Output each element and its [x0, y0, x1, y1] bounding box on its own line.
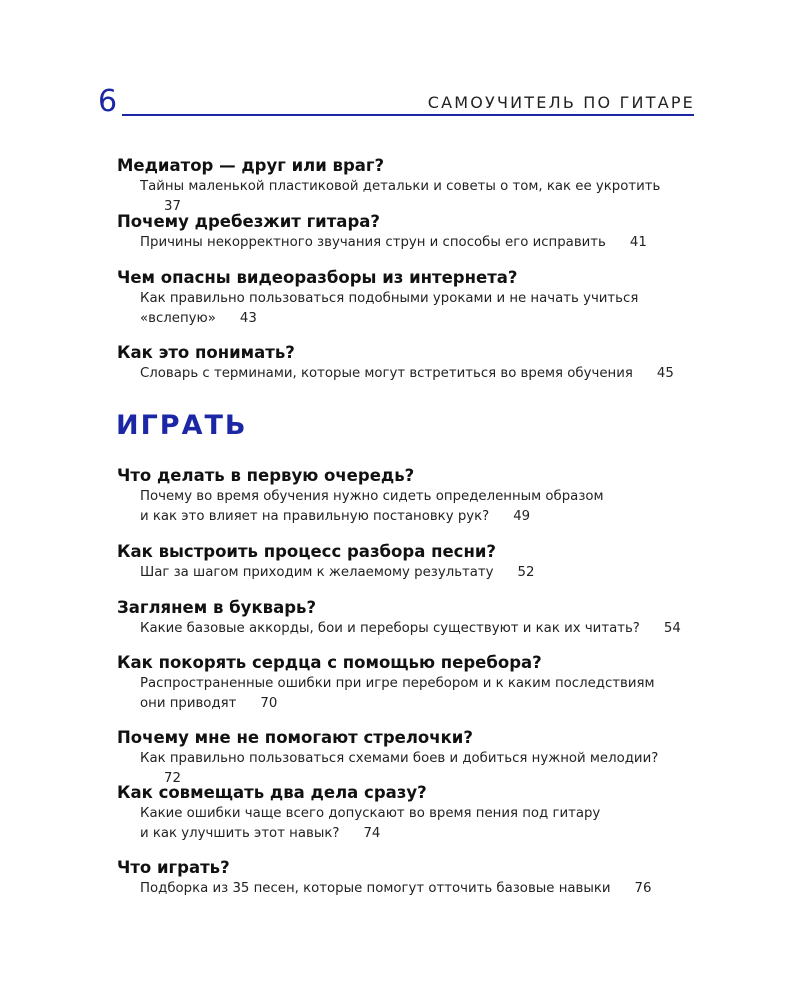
toc-entry[interactable]: [117, 727, 697, 789]
entry-title: Как совмещать два дела сразу?: [117, 783, 427, 802]
running-title: САМОУЧИТЕЛЬ ПО ГИТАРЕ: [427, 93, 695, 112]
toc-entry[interactable]: [117, 597, 697, 639]
entry-description: [140, 879, 697, 899]
entry-title: Почему дребезжит гитара?: [117, 212, 380, 231]
entry-title: Что играть?: [117, 858, 230, 877]
entry-desc-line: Словарь с терминами, которые могут встретиться во время обучения: [140, 366, 633, 381]
toc-entry[interactable]: [117, 782, 697, 844]
entry-desc-line: Тайны маленькой пластиковой детальки и советы о том, как ее укротить: [140, 179, 661, 194]
toc-entry[interactable]: [117, 857, 697, 899]
entry-desc-line: они приводят: [140, 696, 237, 711]
entry-description: [140, 619, 697, 639]
entry-desc-line: Почему во время обучения нужно сидеть определенным образом: [140, 489, 604, 504]
entry-desc-line: «вслепую»: [140, 311, 216, 326]
entry-desc-line: Подборка из 35 песен, которые помогут отточить базовые навыки: [140, 881, 611, 896]
entry-desc-line: и как улучшить этот навык?: [140, 826, 340, 841]
entry-description: [140, 289, 697, 329]
page-number: 6: [98, 84, 118, 119]
entry-title: Заглянем в букварь?: [117, 598, 317, 617]
entry-description: [140, 563, 697, 583]
entry-title: Как покорять сердца с помощью перебора?: [117, 653, 542, 672]
entry-desc-line: Как правильно пользоваться схемами боев и добиться нужной мелодии?: [140, 751, 659, 766]
entry-description: [140, 233, 697, 253]
entry-description: [140, 487, 697, 527]
entry-page-number: 54: [663, 621, 681, 636]
entry-desc-line: Шаг за шагом приходим к желаемому результату: [140, 565, 494, 580]
toc-entry[interactable]: [117, 465, 697, 527]
toc-entry[interactable]: [117, 155, 697, 217]
entry-title: Почему мне не помогают стрелочки?: [117, 728, 473, 747]
entry-description: [140, 674, 697, 714]
toc-entry[interactable]: [117, 652, 697, 714]
toc-entry[interactable]: [117, 342, 697, 384]
entry-page-number: 52: [517, 565, 535, 580]
toc-entry[interactable]: [117, 211, 697, 253]
entry-desc-line: Причины некорректного звучания струн и способы его исправить: [140, 235, 606, 250]
entry-desc-line: Какие базовые аккорды, бои и переборы существуют и как их читать?: [140, 621, 640, 636]
entry-description: [140, 364, 697, 384]
page-header: [0, 0, 800, 130]
entry-page-number: 41: [629, 235, 647, 250]
entry-page-number: 76: [634, 881, 652, 896]
toc-entry[interactable]: [117, 267, 697, 329]
header-rule: [122, 114, 694, 116]
entry-title: Как выстроить процесс разбора песни?: [117, 542, 496, 561]
entry-title: Чем опасны видеоразборы из интернета?: [117, 268, 518, 287]
entry-description: [140, 804, 697, 844]
entry-title: Медиатор — друг или враг?: [117, 156, 385, 175]
entry-title: Как это понимать?: [117, 343, 295, 362]
entry-desc-line: и как это влияет на правильную постановку рук?: [140, 509, 490, 524]
entry-page-number: 43: [239, 311, 257, 326]
entry-page-number: 45: [656, 366, 674, 381]
section-heading: ИГРАТЬ: [116, 410, 248, 441]
entry-page-number: 72: [164, 771, 181, 786]
entry-page-number: 74: [363, 826, 381, 841]
entry-desc-line: Как правильно пользоваться подобными уроками и не начать учиться: [140, 291, 639, 306]
entry-page-number: 49: [513, 509, 531, 524]
entry-desc-line: Какие ошибки чаще всего допускают во время пения под гитару: [140, 806, 601, 821]
entry-page-number: 70: [260, 696, 278, 711]
entry-page-number: 37: [164, 199, 181, 214]
entry-title: Что делать в первую очередь?: [117, 466, 415, 485]
entry-desc-line: Распространенные ошибки при игре перебором и к каким последствиям: [140, 676, 655, 691]
toc-entry[interactable]: [117, 541, 697, 583]
